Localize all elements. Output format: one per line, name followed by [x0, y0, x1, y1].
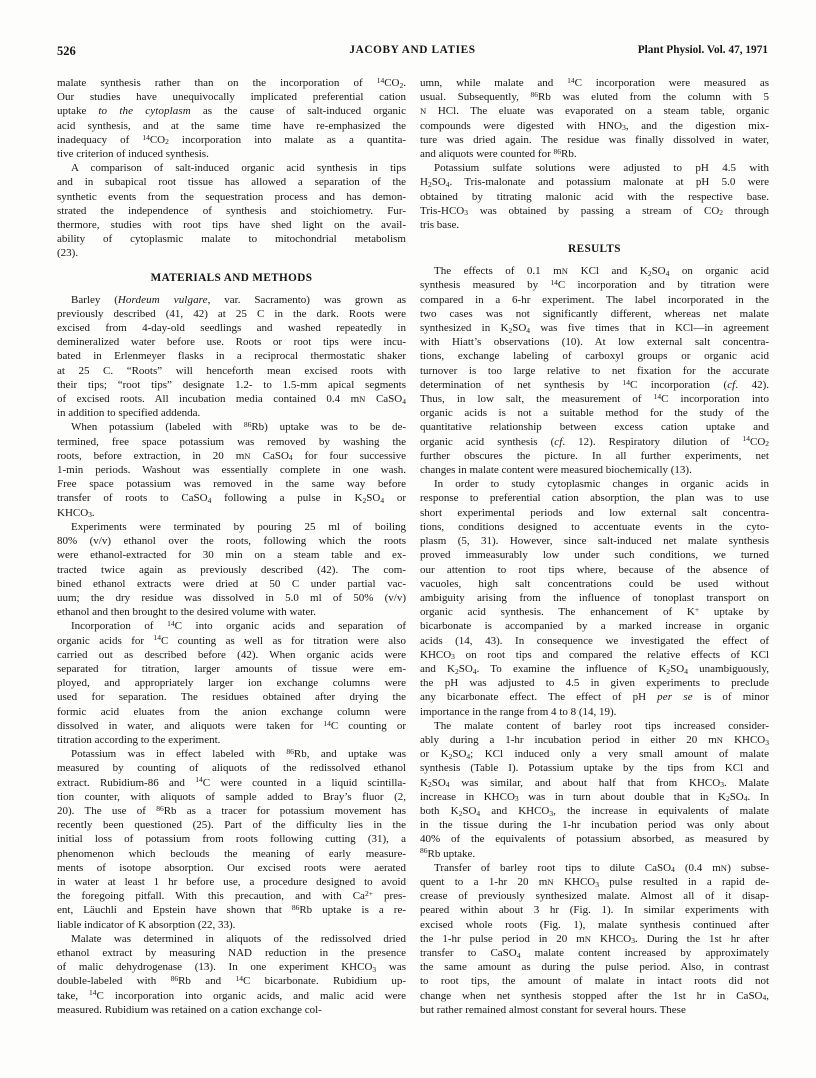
text-line: organic acid synthesis. The enhancement of K+ uptake by — [420, 604, 769, 619]
paragraph — [57, 619, 406, 747]
text-line: liable indicator of K absorption (22, 33). — [57, 918, 236, 931]
text-line: titration according to the experiment. — [57, 733, 221, 746]
text-line: peared within about 3 hr (Fig. 1). In similar experiments with — [420, 904, 769, 917]
text-line: Transfer of barley root tips to dilute CaSO$_4$ (0.4 mN) subse- — [434, 861, 769, 875]
text-line: ments of isotope absorption. Our excised roots were aerated — [57, 861, 406, 874]
right-column — [420, 76, 769, 1017]
text-line: obtained by titrating malonic acid with the respective base. — [420, 190, 769, 203]
text-line: $KHCO_3$. — [57, 506, 95, 520]
text-line: roots, before extraction, in 20 mN CaSO$_4$ for four successive — [57, 449, 406, 463]
text-line: organic acids for $^{14}$C counting as well as for titration were also — [57, 633, 407, 647]
text-line: ent, Läuchli and Epstein have shown that $^{86}$Rb uptake is a re- — [57, 903, 406, 917]
text-line: in the tissue during the 1-hr incubation period was only about — [420, 819, 769, 832]
text-line: of excised roots. All incubation media contained 0.4 mN CaSO$_4$ — [57, 393, 406, 406]
text-line: were ethanol-extracted for 30 min on a steam table and ex- — [57, 549, 406, 562]
text-line: 40% of the equivalents of potassium absorbed, as measured by — [420, 833, 769, 846]
running-title: JACOBY AND LATIES — [349, 44, 476, 56]
text-line: A comparison of salt-induced organic acid synthesis in tips — [71, 162, 406, 175]
text-line: of malic dehydrogenase (13). In one experiment $KHCO_3$ was — [57, 961, 407, 974]
text-line: plasm (5, 31). However, since salt-induced net malate synthesis — [420, 535, 769, 548]
text-line: transfer to CaSO$_4$ malate content increased by approximately — [420, 946, 769, 960]
text-line: bicarbonate is accompanied by a marked increase in organic — [420, 620, 769, 633]
text-line: Incorporation of $^{14}$C into organic acids and separation of — [71, 619, 406, 633]
paragraph — [420, 477, 769, 718]
text-line: Potassium sulfate solutions were adjusted to pH 4.5 with — [434, 162, 769, 175]
text-line: organic acids is not a suitable method for the study of the — [420, 407, 769, 420]
text-line: N HCl. The eluate was evaporated on a steam table, organic — [420, 105, 769, 118]
text-line: tris base. — [420, 219, 460, 232]
text-line: Malate was determined in aliquots of the redissolved dried — [71, 932, 406, 945]
text-line: quent to a 1-hr 20 mN $KHCO_3$ pulse resulted in a rapid de- — [420, 875, 769, 889]
text-line: at 25 C. “Roots” will henceforth mean excised roots with — [57, 364, 406, 377]
text-line: any bicarbonate effect. The effect of pH per se is of minor — [420, 691, 769, 704]
text-line: proved immeasurably low under such conditions, we turned — [420, 549, 769, 562]
text-line: tracted twice again as previously described (42). The com- — [57, 563, 406, 576]
text-line: but rather remained almost constant for several hours. These — [420, 1003, 686, 1016]
text-line: Experiments were terminated by pouring 25 ml of boiling — [71, 520, 406, 533]
page-number: 526 — [57, 44, 76, 58]
text-line: acids (14, 43). In consequence we investigated the effect of — [420, 634, 769, 647]
paragraph — [420, 161, 769, 232]
paragraph — [420, 861, 769, 1017]
text-line: 80% (v/v) ethanol over the roots, following which the roots — [57, 535, 406, 548]
text-line: synthesis (Table I). Potassium uptake by the tips from KCl and — [420, 762, 769, 775]
text-line: compounds were digested with $HNO_3$, and the digestion mix- — [420, 119, 769, 133]
text-line: The malate content of barley root tips increased consider- — [434, 719, 769, 732]
text-line: (23). — [57, 247, 79, 260]
text-line: excised whole roots (Fig. 1), malate synthesis continued after — [420, 918, 769, 931]
text-line: determination of net synthesis by $^{14}$C incorporation (cf. 42). — [420, 377, 769, 391]
text-line: the pH was adjusted to 4.5 in given experiments to preclude — [420, 677, 769, 690]
text-line: bated in Erlenmeyer flasks in a reciprocal thermostatic shaker — [57, 350, 406, 363]
paragraph — [57, 293, 406, 421]
paragraph — [57, 932, 406, 1017]
paragraph — [420, 76, 769, 161]
text-line: the same amount as during the pulse period. Also, in contrast — [420, 961, 769, 974]
text-line: transfer of roots to CaSO$_4$ following a pulse in $K_2SO_4$ or — [57, 492, 406, 506]
text-line: the 1-hr pulse period in 20 mN $KHCO_3$. During the 1st hr after — [420, 932, 770, 946]
text-line: tions, exchange labeling of carboxyl groups or organic acid — [420, 350, 769, 363]
page-header — [57, 44, 768, 60]
text-line: change when net synthesis stopped after the 1st hr in CaSO$_4$, — [420, 989, 769, 1003]
section-heading: RESULTS — [568, 243, 621, 256]
text-line: demineralized water before use. Roots or root tips were incu- — [57, 336, 406, 349]
text-line: umn, while malate and $^{14}$C incorporation were measured as — [420, 75, 769, 89]
text-line: Thus, in low salt, the measurement of $^{14}$C incorporation into — [420, 391, 769, 406]
text-line: inadequacy of $^{14}CO_2$ incorporation into malate as a quantita- — [57, 132, 406, 147]
text-line: termined, free space potassium was removed by washing the — [57, 435, 406, 448]
text-line: the foregoing pitfall. With this precaution, and with $Ca^{2+}$ pres- — [57, 888, 406, 903]
text-line: both $K_2SO_4$ and $KHCO_3$, the increase in equivalents of malate — [420, 804, 769, 818]
paragraph — [420, 719, 769, 861]
text-line: in addition to specified addenda. — [57, 407, 201, 420]
text-line: dissolved in water, and aliquots were taken for $^{14}$C counting or — [57, 718, 406, 732]
text-line: phenomenon which beclouds the meaning of early measure- — [57, 847, 406, 860]
text-line: Free space potassium was removed in the same way before — [57, 478, 406, 491]
left-column — [57, 76, 406, 1017]
text-line: formic acid eluates from the anion exchange column were — [57, 705, 406, 718]
paragraph — [57, 747, 406, 932]
text-line: The effects of 0.1 mN KCl and $K_2SO_4$ on organic acid — [434, 265, 769, 278]
text-line: take, $^{14}$C incorporation into organic acids, and malic acid were — [57, 988, 406, 1002]
text-line: tive criterion of induced synthesis. — [57, 148, 209, 161]
text-line: ture was dried again. The residue was finally dissolved in water, — [420, 133, 769, 146]
text-line: double-labeled with $^{86}$Rb and $^{14}$C bicarbonate. Rubidium up- — [57, 974, 406, 988]
text-line: ployed, and appropriately larger ion exchange columns were — [57, 677, 406, 690]
text-line: response to preferential cation absorption, the plan was to use — [420, 492, 769, 505]
text-line: Tris-$HCO_3$ was obtained by passing a stream of $CO_2$ through — [420, 204, 769, 218]
paragraph — [57, 161, 406, 260]
text-line: ambiguity arising from the influence of tonoplast transport on — [420, 591, 769, 604]
text-line: Potassium was in effect labeled with $^{86}$Rb, and uptake was — [71, 746, 406, 761]
text-line: or $K_2SO_4$; KCl induced only a very small amount of malate — [420, 748, 769, 761]
text-line: importance in the range from 4 to 8 (14, 19). — [420, 705, 617, 718]
text-line: further obscures the picture. In all further experiments, net — [420, 449, 769, 462]
text-line: synthesis measured by $^{14}$C incorporation and by titration were — [420, 278, 769, 292]
text-line: $KHCO_3$ on root tips and compared the relative effects of KCl — [420, 648, 769, 662]
paragraph — [57, 420, 406, 519]
text-line: $H_2SO_4$. Tris-malonate and potassium malonate at pH 5.0 were — [420, 176, 769, 190]
text-line: ability of cytoplasmic malate to mitochondrial metabolism — [57, 233, 406, 246]
paragraph — [57, 76, 406, 161]
text-line: organic acid synthesis (cf. 12). Respiratory dilution of $^{14}CO_2$ — [420, 434, 770, 449]
text-line: previously described (41, 42) at 25 C in the dark. Roots were — [57, 307, 406, 320]
text-line: ethanol and then brought to the desired volume with water. — [57, 606, 317, 619]
text-line: separated for titration, larger amounts of tissue were em- — [57, 662, 406, 675]
section-heading: MATERIALS AND METHODS — [150, 271, 313, 284]
text-line: vacuoles, high salt concentrations could be used without — [420, 577, 769, 590]
text-line: their tips; “root tips” designate 1.2- to 1.5-mm apical segments — [57, 378, 406, 391]
text-line: short experimental periods and low external salt concentra- — [420, 506, 769, 519]
text-line: malate synthesis rather than on the incorporation of $^{14}CO_2$. — [57, 75, 406, 90]
text-line: 20). The use of $^{86}$Rb as a tracer for potassium movement has — [57, 803, 406, 817]
text-line: $^{86}$Rb uptake. — [420, 846, 476, 860]
text-line: quantitative relationship between excess cation uptake and — [420, 421, 769, 434]
journal-reference: Plant Physiol. Vol. 47, 1971 — [637, 44, 768, 56]
paragraph — [57, 520, 406, 619]
text-line: initial loss of potassium from roots following cutting (31), a — [57, 833, 406, 846]
text-line: tion counter, with aliquots of sample added to Bray’s fluor (2, — [57, 790, 406, 803]
text-line: measured. Rubidium was retained on a cation exchange col- — [57, 1003, 322, 1016]
text-line: Barley (Hordeum vulgare, var. Sacramento) was grown as — [71, 293, 407, 306]
text-line: synthetic events from the sequestration process and has demon- — [57, 190, 406, 203]
text-line: with Hiatt’s observations (10). At low external salt concentra- — [420, 336, 769, 349]
text-line: crease of previously synthesized malate. Almost all of it disap- — [420, 890, 769, 903]
text-line: In order to study cytoplasmic changes in organic acids in — [434, 478, 769, 491]
text-line: strated the independence of synthesis and stoichiometry. Fur- — [57, 204, 406, 217]
text-line: thermore, studies with root tips have shed light on the avail- — [57, 219, 406, 232]
text-line: our attention to root tips where, because of the absence of — [420, 563, 769, 576]
text-line: in water at least 1 hr before use, a procedure designed to avoid — [57, 875, 406, 888]
text-line: changes in malate content were measured biochemically (13). — [420, 464, 692, 477]
text-line: to root tips, the amount of malate in intact roots did not — [420, 975, 769, 988]
paragraph — [420, 264, 769, 477]
article-columns — [57, 76, 769, 1017]
text-line: recently been questioned (25). Part of the difficulty lies in the — [57, 819, 406, 832]
text-line: excised from 4-day-old seedlings and washed repeatedly in — [57, 322, 406, 335]
text-line: $K_2SO_4$ was similar, and about half that from $KHCO_3$. Malate — [420, 776, 770, 790]
text-line: 1-min periods. Washout was essentially complete in one wash. — [57, 464, 406, 477]
text-line: uum; the dry residue was dissolved in 5.0 ml of 50% (v/v) — [57, 591, 406, 604]
text-line: ethanol extract by measuring NAD reduction in the presence — [57, 946, 406, 959]
text-line: and aliquots were counted for $^{86}$Rb. — [420, 146, 577, 161]
text-line: compared in a 6-hr experiment. The label incorporated in the — [420, 293, 769, 306]
text-line: and in subapical root tissue has allowed a separation of the — [57, 176, 406, 189]
text-line: and $K_2SO_4$. To examine the influence of $K_2SO_4$ unambiguously, — [420, 662, 769, 676]
text-line: two cases was not significantly different, whereas net malate — [420, 307, 769, 320]
text-line: turnover is too large relative to net fixation for the accurate — [420, 364, 769, 377]
text-line: bined ethanol extracts were dried at 50 C under partial vac- — [57, 577, 406, 590]
text-line: used for separation. The residues obtained after drying the — [57, 691, 406, 704]
text-line: extract. Rubidium-86 and $^{14}$C were counted in a liquid scintilla- — [57, 775, 406, 789]
text-line: usual. Subsequently, $^{86}$Rb was eluted from the column with 5 — [420, 90, 769, 104]
text-line: increase in $KHCO_3$ was in turn about double that in $K_2SO_4$. In — [420, 790, 769, 804]
text-line: Our studies have unequivocally implicated preferential cation — [57, 91, 406, 104]
text-line: ably during a 1-hr incubation period in either 20 mN $KHCO_3$ — [420, 733, 770, 747]
text-line: measured by counting of aliquots of the redissolved ethanol — [57, 762, 406, 775]
text-line: When potassium (labeled with $^{86}$Rb) uptake was to be de- — [71, 420, 406, 434]
text-line: tions, conditions designed to accentuate events in the cyto- — [420, 520, 769, 533]
text-line: uptake to the cytoplasm as the cause of salt-induced organic — [57, 105, 406, 118]
text-line: synthesized in $K_2SO_4$ was five times that in KCl—in agreement — [420, 322, 769, 335]
text-line: carried out as described before (42). When organic acids were — [57, 648, 406, 661]
text-line: acid synthesis, and at the same time have re-emphasized the — [57, 119, 406, 132]
